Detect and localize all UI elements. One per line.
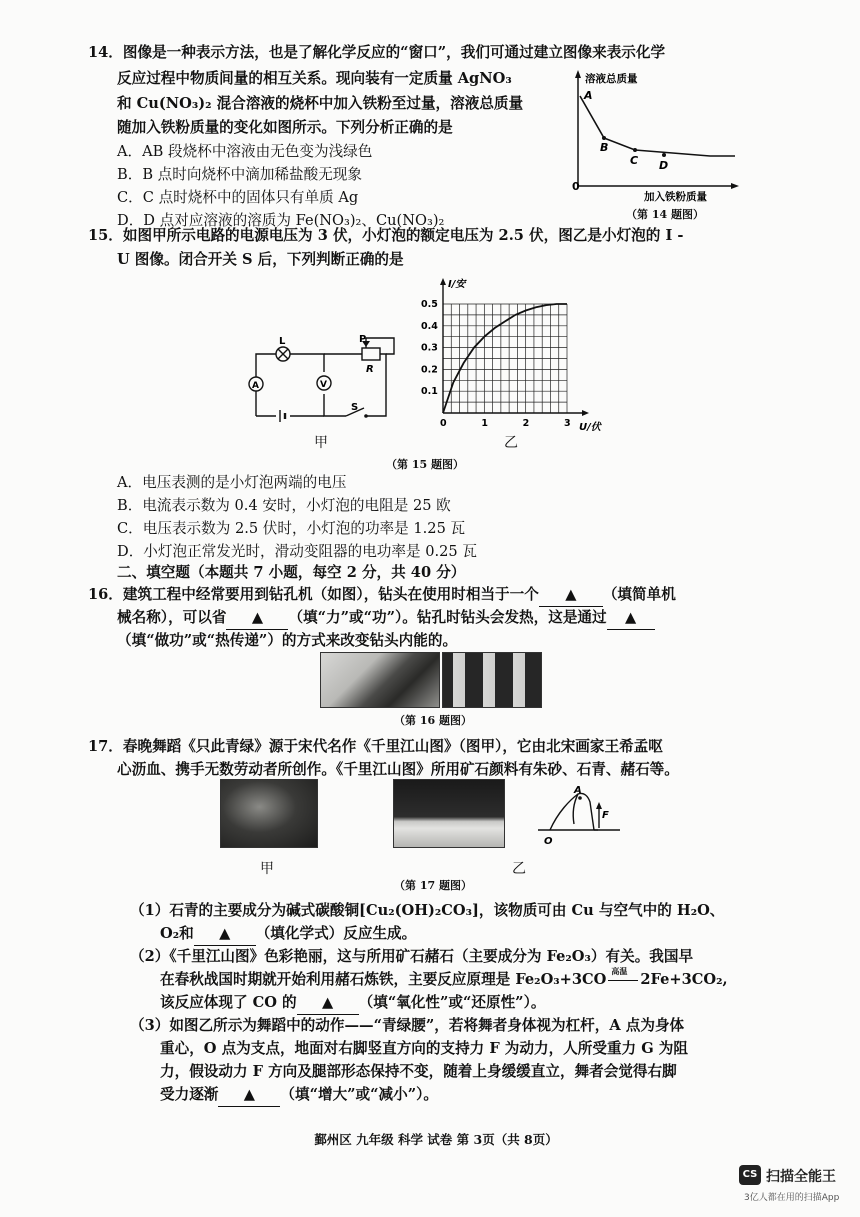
q15-circuit (242, 332, 402, 427)
q17-p3-line-1: （3）如图乙所示为舞蹈中的动作——“青绿腰”，若将舞者身体视为杠杆，A 点为身体 (130, 1017, 685, 1034)
dancer-photo (393, 779, 505, 848)
q15-lamp-label: L (279, 336, 286, 347)
q17-blank-1[interactable]: ▲ (194, 923, 256, 946)
q15-rheostat-label: R (366, 364, 374, 375)
q16-blank-1[interactable]: ▲ (539, 584, 603, 607)
scanner-logo-icon: CS (739, 1165, 761, 1185)
q14-point-c: C (630, 154, 639, 167)
drill-bits-photo (442, 652, 542, 708)
x-tick-label: 2 (522, 418, 530, 429)
reaction-arrow (606, 966, 640, 991)
page-footer: 鄞州区 九年级 科学 试卷 第 3页（共 8页） (314, 1132, 558, 1147)
q17-p1-text-c: （填化学式）反应生成。 (255, 925, 417, 942)
ammeter-icon: A (252, 381, 259, 391)
q17-blank-2[interactable]: ▲ (297, 992, 359, 1015)
q14-line-1: 14．图像是一种表示方法，也是了解化学反应的“窗口”，我们可通过建立图像来表示化学 (88, 44, 666, 61)
q17-label-jia: 甲 (260, 861, 274, 877)
section-2-heading: 二、填空题（本题共 7 小题，每空 2 分，共 40 分） (117, 564, 466, 581)
q15-option-d: D．小灯泡正常发光时，滑动变阻器的电功率是 0.25 瓦 (117, 543, 477, 560)
q17-label-yi: 乙 (512, 861, 526, 877)
q15-slider-label: P (359, 334, 367, 345)
scanner-tagline: 3亿人都在用的扫描App (744, 1193, 840, 1203)
q15-caption: （第 15 题图） (386, 458, 464, 471)
q16-text-1a: 16．建筑工程中经常要用到钻孔机（如图），钻头在使用时相当于一个 (88, 586, 539, 603)
q16-blank-2[interactable]: ▲ (226, 607, 288, 630)
q17-p1-text-b: O₂和 (160, 925, 194, 942)
q14-line-4: 随加入铁粉质量的变化如图所示。下列分析正确的是 (117, 119, 453, 136)
q17-p2-text-b: 在春秋战国时期就开始利用赭石炼铁，主要反应原理是 Fe₂O₃+3CO (160, 971, 607, 988)
x-tick-label: 0 (440, 418, 447, 429)
q15-line-2: U 图像。闭合开关 S 后，下列判断正确的是 (117, 251, 404, 268)
q14-graph-xlabel: 加入铁粉质量 (644, 191, 707, 203)
q14-point-a: A (584, 89, 593, 102)
landscape-painting-photo (220, 779, 318, 848)
q17-p1-line-1: （1）石青的主要成分为碱式碳酸铜[Cu₂(OH)₂CO₃]，该物质可由 Cu 与空气中的 H₂O、 (130, 902, 725, 919)
q15-label-yi: 乙 (504, 435, 518, 451)
lever-point-a: A (574, 785, 582, 796)
q15-option-b: B．电流表示数为 0.4 安时，小灯泡的电阻是 25 欧 (117, 497, 451, 514)
voltmeter-icon: V (320, 380, 327, 390)
q14-caption: （第 14 题图） (626, 208, 704, 221)
q16-blank-3[interactable]: ▲ (607, 607, 655, 630)
q15-label-jia: 甲 (314, 435, 328, 451)
x-tick-label: 1 (481, 418, 488, 429)
q16-text-1b: （填简单机 (602, 586, 676, 603)
lever-force-f: F (602, 810, 609, 821)
q16-text-2b: （填“力”或“功”）。钻孔时钻头会发热，这是通过 (288, 609, 607, 626)
x-axis-arrow (582, 410, 589, 416)
q14-graph (560, 68, 740, 208)
q14-graph-ylabel: 溶液总质量 (585, 73, 638, 85)
q16-text-2a: 械名称），可以省 (117, 609, 227, 626)
q17-line-2: 心沥血、携手无数劳动者所创作。《千里江山图》所用矿石颜料有朱砂、石青、赭石等。 (117, 761, 679, 778)
q14-option-a: A．AB 段烧杯中溶液由无色变为浅绿色 (117, 143, 373, 160)
q17-p2-text-c: 2Fe+3CO₂, (640, 971, 728, 988)
q14-point-d: D (659, 159, 669, 172)
q16-text-3: （填“做功”或“热传递”）的方式来改变钻头内能的。 (117, 632, 458, 649)
q14-line-3: 和 Cu(NO₃)₂ 混合溶液的烧杯中加入铁粉至过量，溶液总质量 (117, 95, 524, 112)
x-axis-label: U/伏 (579, 422, 601, 433)
lever-diagram (528, 782, 624, 850)
q17-p3-line-2: 重心，O 点为支点，地面对右脚竖直方向的支持力 F 为动力，人所受重力 G 为阻 (160, 1040, 688, 1057)
reaction-condition: 高温 (611, 966, 628, 976)
q15-iu-chart (405, 268, 610, 440)
q14-point-b: B (600, 141, 609, 154)
q17-caption: （第 17 题图） (394, 879, 472, 892)
q17-blank-3[interactable]: ▲ (218, 1084, 280, 1107)
q17-p2-text-e: （填“氧化性”或“还原性”）。 (358, 994, 546, 1011)
q17-p2-text-d: 该反应体现了 CO 的 (160, 994, 297, 1011)
x-tick-label: 3 (564, 418, 571, 429)
q15-line-1: 15．如图甲所示电路的电源电压为 3 伏，小灯泡的额定电压为 2.5 伏，图乙是小灯泡的 I - (88, 227, 684, 244)
y-tick-label: 0.2 (421, 364, 438, 376)
q14-line-2: 反应过程中物质间量的相互关系。现向装有一定质量 AgNO₃ (117, 70, 512, 87)
q17-p3-text-e: （填“增大”或“减小”）。 (280, 1086, 439, 1103)
q15-option-c: C．电压表示数为 2.5 伏时，小灯泡的功率是 1.25 瓦 (117, 520, 466, 537)
y-tick-label: 0.3 (421, 342, 438, 354)
q17-p3-line-3: 力，假设动力 F 方向及腿部形态保持不变，随着上身缓缓直立，舞者会觉得右脚 (160, 1063, 677, 1080)
q14-option-c: C．C 点时烧杯中的固体只有单质 Ag (117, 189, 359, 206)
drill-photo (320, 652, 440, 708)
q15-option-a: A．电压表测的是小灯泡两端的电压 (117, 474, 347, 491)
y-tick-label: 0.5 (421, 299, 438, 310)
q14-origin: 0 (572, 180, 580, 193)
q14-option-b: B．B 点时向烧杯中滴加稀盐酸无现象 (117, 166, 362, 183)
q14-option-d: D．D 点对应溶液的溶质为 Fe(NO₃)₂、Cu(NO₃)₂ (117, 212, 445, 229)
q17-p2-line-1: （2）《千里江山图》色彩艳丽，这与所用矿石赭石（主要成分为 Fe₂O₃）有关。我国早 (130, 948, 694, 965)
q16-caption: （第 16 题图） (394, 714, 472, 727)
y-tick-label: 0.4 (421, 320, 438, 332)
q15-switch-label: S (351, 402, 359, 413)
y-axis-arrow (440, 278, 446, 285)
lever-point-o: O (544, 836, 553, 847)
y-axis-label: I/安 (448, 279, 466, 290)
y-tick-label: 0.1 (421, 386, 438, 398)
q17-p3-text-d: 受力逐渐 (160, 1086, 219, 1103)
scanner-app-name: 扫描全能王 (766, 1169, 836, 1185)
q17-line-1: 17．春晚舞蹈《只此青绿》源于宋代名作《千里江山图》（图甲），它由北宋画家王希孟呕 (88, 738, 663, 755)
